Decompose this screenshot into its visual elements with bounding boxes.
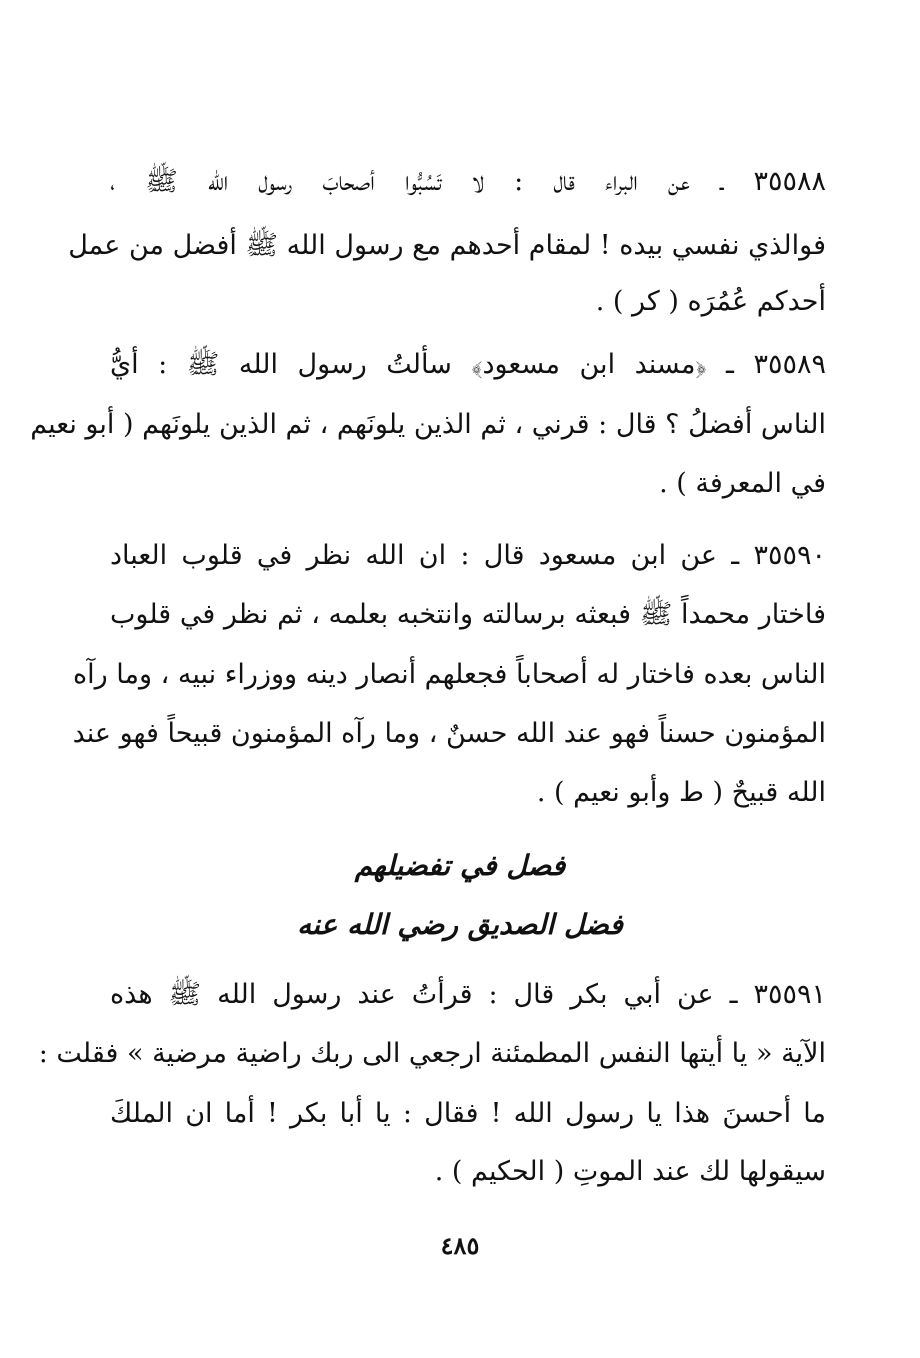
hadith-35590-line-1: ٣٥٥٩٠ ـ عن ابن مسعود قال : ان الله نظر في قلوب العباد: [110, 540, 826, 571]
hadith-35589-line-2: الناس أفضلُ ؟ قال : قرني ، ثم الذين يلونَهم ، ثم الذين يلونَهم ( أبو نعيم: [30, 409, 826, 440]
hadith-35590-line-2: فاختار محمداً ﷺ فبعثه برسالته وانتخبه بعلمه ، ثم نظر في قلوب: [110, 599, 826, 630]
hadith-35591-line-2: الآية « يا أيتها النفس المطمئنة ارجعي الى ربك راضية مرضية » فقلت :: [38, 1038, 826, 1069]
hadith-35591-line-3: ما أحسنَ هذا يا رسول الله ! فقال : يا أبا بكر ! أما ان الملكَ: [110, 1098, 826, 1129]
hadith-35588-line-1: ٣٥٥٨٨ ـ عن البراء قال : لا تَسُبُّوا أصحابَ رسول الله ﷺ ،: [110, 166, 826, 197]
page-number: ٤٨٥: [440, 1231, 480, 1260]
hadith-35588-line-3: أحدكم عُمُرَه ( كر ) .: [595, 286, 826, 317]
hadith-35588-line-2: فوالذي نفسي بيده ! لمقام أحدهم مع رسول الله ﷺ أفضل من عمل: [68, 230, 826, 261]
hadith-35591-line-4: سيقولها لك عند الموتِ ( الحكيم ) .: [434, 1156, 826, 1187]
hadith-35590-line-4: المؤمنون حسناً فهو عند الله حسنٌ ، وما رآه المؤمنون قبيحاً فهو عند: [72, 718, 826, 749]
hadith-35589-line-1: ٣٥٥٨٩ ـ ﴿مسند ابن مسعود﴾ سألتُ رسول الله ﷺ : أيُّ: [110, 349, 826, 380]
section-subheading: فضل الصديق رضي الله عنه: [297, 908, 623, 941]
hadith-35590-line-3: الناس بعده فاختار له أصحاباً فجعلهم أنصار دينه ووزراء نبيه ، وما رآه: [72, 659, 826, 690]
hadith-35591-line-1: ٣٥٥٩١ ـ عن أبي بكر قال : قرأتُ عند رسول الله ﷺ هذه: [110, 979, 826, 1010]
hadith-35590-line-5: الله قبيحٌ ( ط وأبو نعيم ) .: [536, 777, 826, 808]
hadith-35589-line-3: في المعرفة ) .: [659, 468, 826, 499]
section-heading: فصل في تفضيلهم: [354, 849, 566, 882]
